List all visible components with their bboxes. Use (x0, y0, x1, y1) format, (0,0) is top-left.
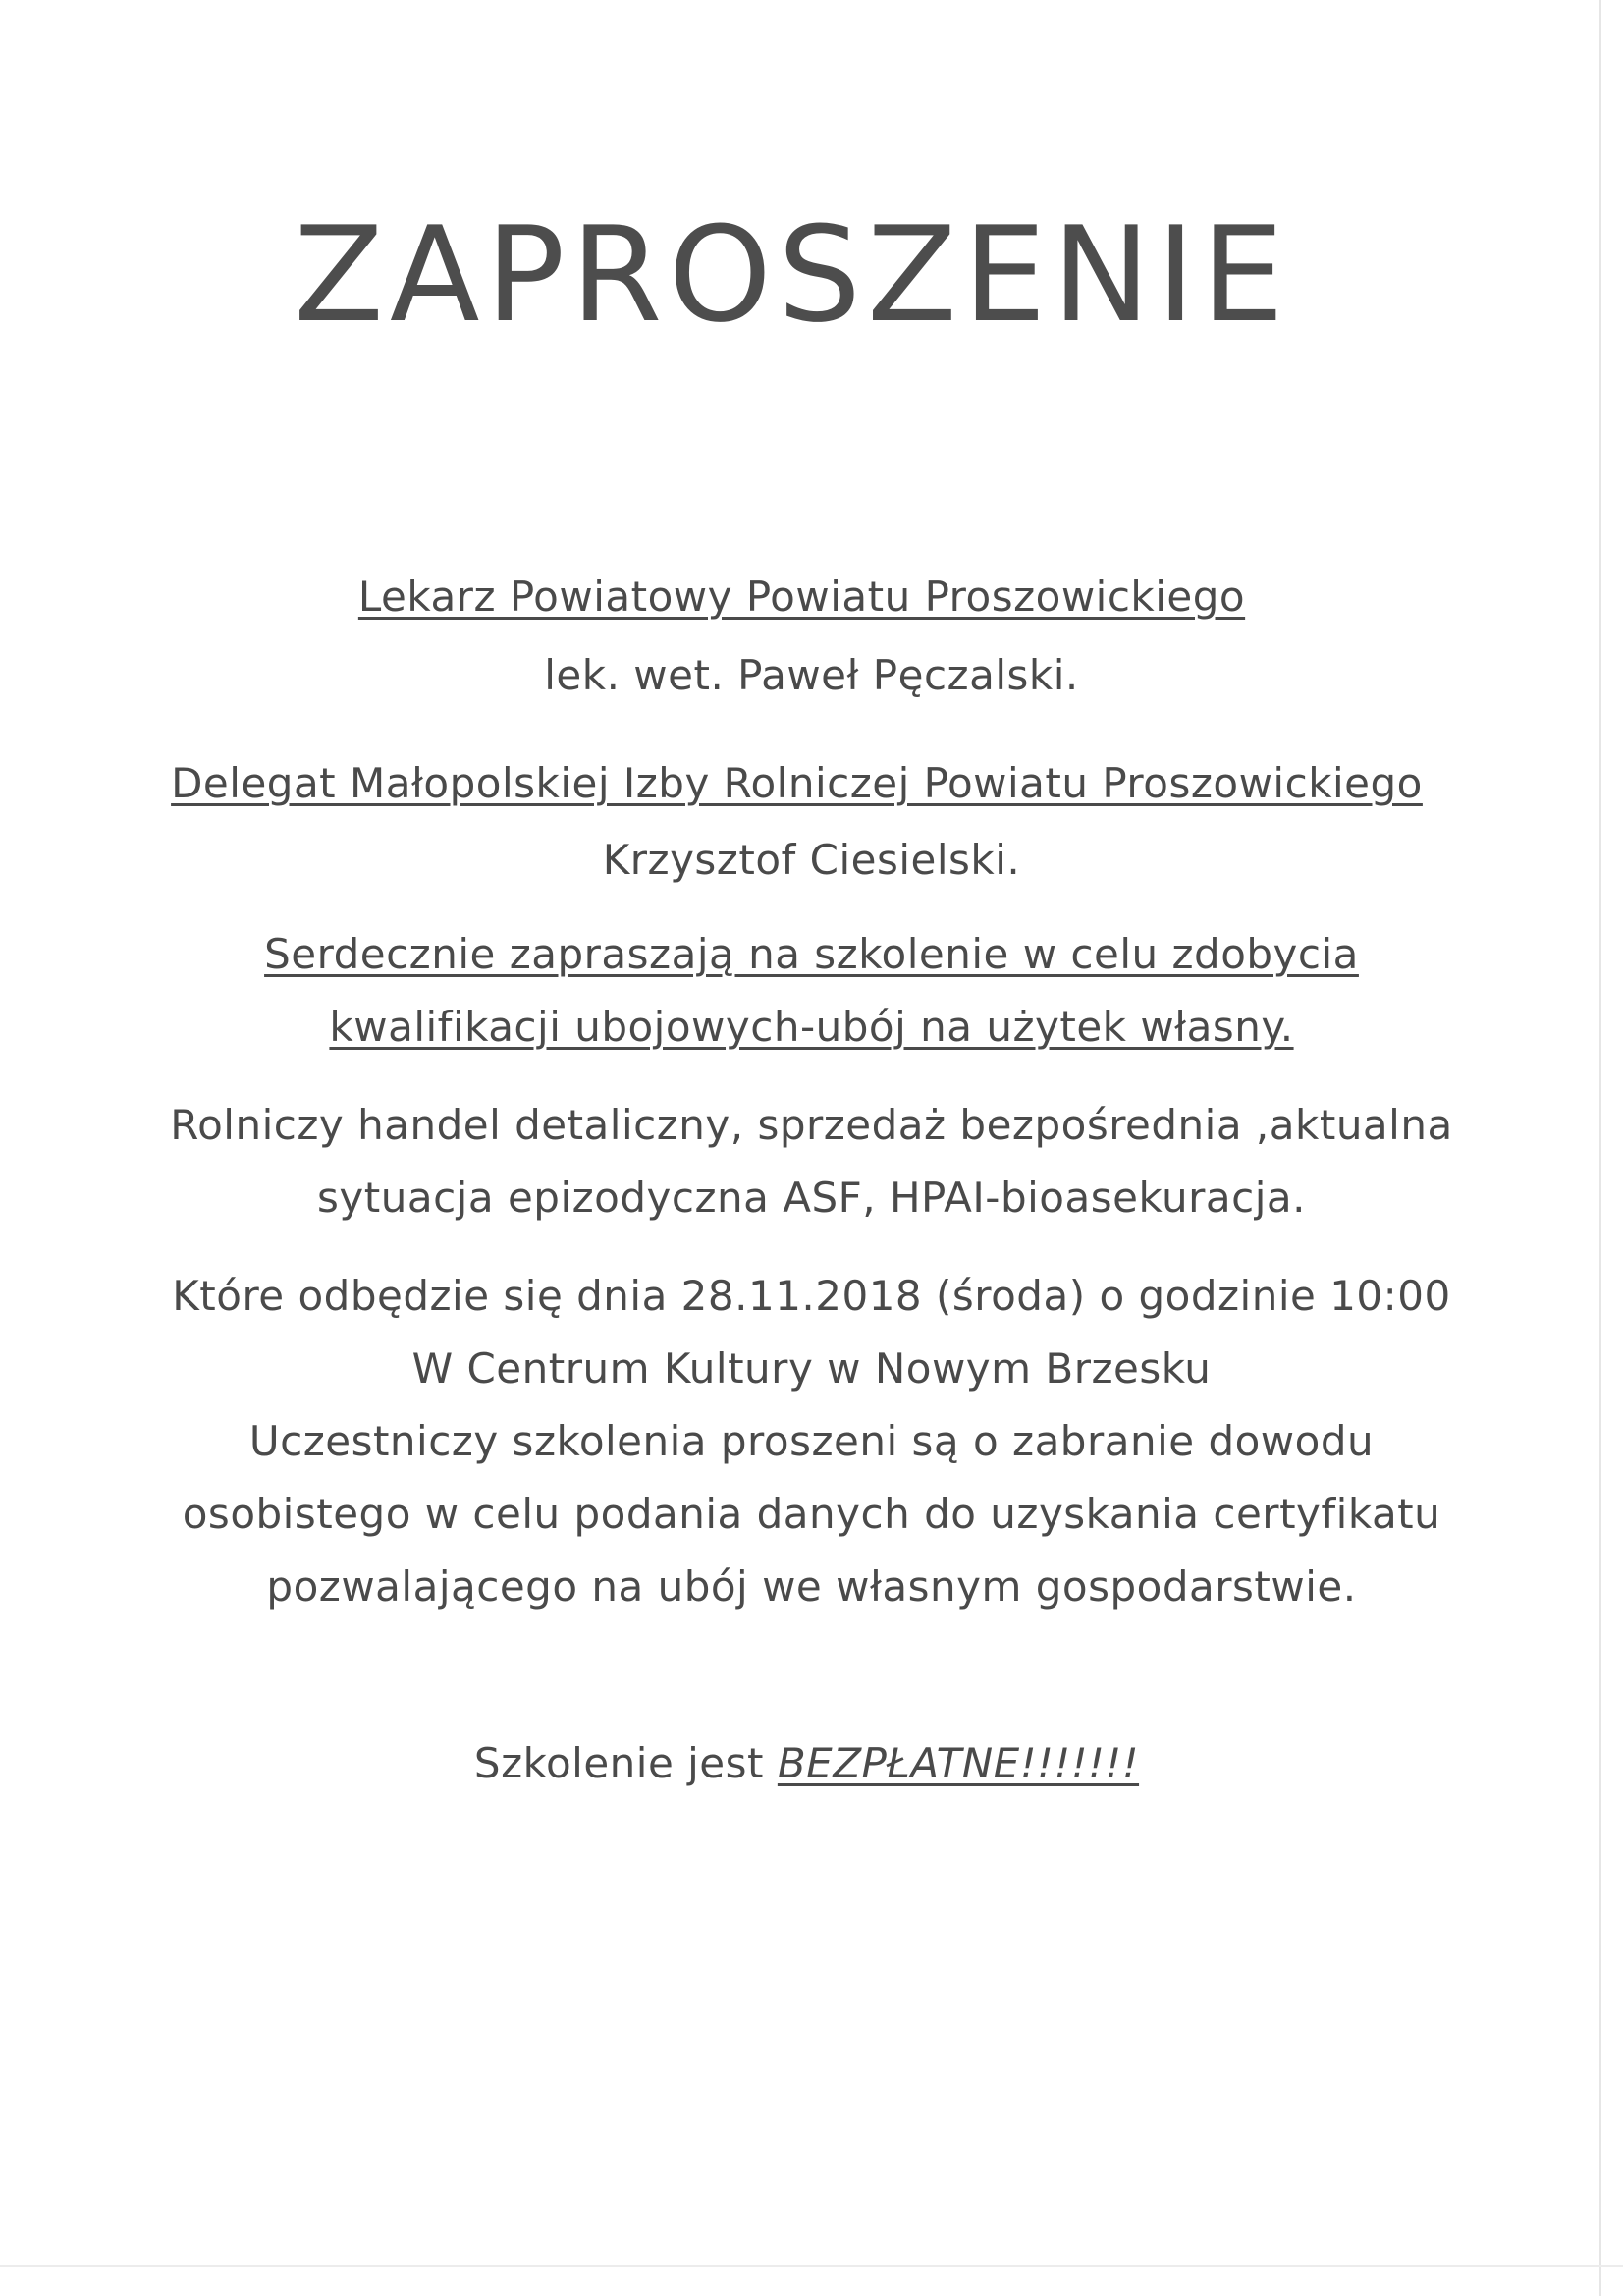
delegate-name: Krzysztof Ciesielski. (602, 836, 1021, 884)
id-notice-line-1: Uczestniczy szkolenia proszeni są o zabranie dowodu (248, 1417, 1375, 1465)
document-title: ZAPROSZENIE (294, 198, 1290, 352)
topics-line-1: Rolniczy handel detaliczny, sprzedaż bezpośrednia ,aktualna (170, 1101, 1453, 1149)
invitation-line-1-wrap (0, 927, 1623, 982)
scan-edge-bottom (0, 2265, 1623, 2267)
invitation-line-1: Serdecznie zapraszają na szkolenie w celu zdobycia (264, 930, 1359, 978)
topics-line-2: sytuacja epizodyczna ASF, HPAI-bioasekuracja. (317, 1174, 1306, 1222)
date-time-line: Które odbędzie się dnia 28.11.2018 (środa) o godzinie 10:00 (172, 1272, 1451, 1320)
id-notice-line-3: pozwalającego na ubój we własnym gospodarstwie. (266, 1562, 1357, 1611)
id-notice-line-2: osobistego w celu podania danych do uzyskania certyfikatu (182, 1490, 1441, 1538)
delegate-title-line (0, 756, 1608, 811)
delegate-title: Delegat Małopolskiej Izby Rolniczej Powiatu Proszowickiego (171, 759, 1423, 807)
vet-name: lek. wet. Paweł Pęczalski. (544, 651, 1079, 699)
vet-title: Lekarz Powiatowy Powiatu Proszowickiego (357, 573, 1246, 621)
scan-edge-right (1599, 0, 1601, 2296)
venue-line: W Centrum Kultury w Nowym Brzesku (411, 1344, 1212, 1393)
vet-title-line (0, 570, 1613, 625)
free-notice-prefix: Szkolenie jest (473, 1739, 778, 1787)
invitation-line-2-wrap (0, 1000, 1623, 1055)
free-notice (0, 1736, 1618, 1791)
invitation-line-2: kwalifikacji ubojowych-ubój na użytek własny. (329, 1003, 1294, 1051)
free-notice-word: BEZPŁATNE!!!!!!! (777, 1739, 1140, 1787)
